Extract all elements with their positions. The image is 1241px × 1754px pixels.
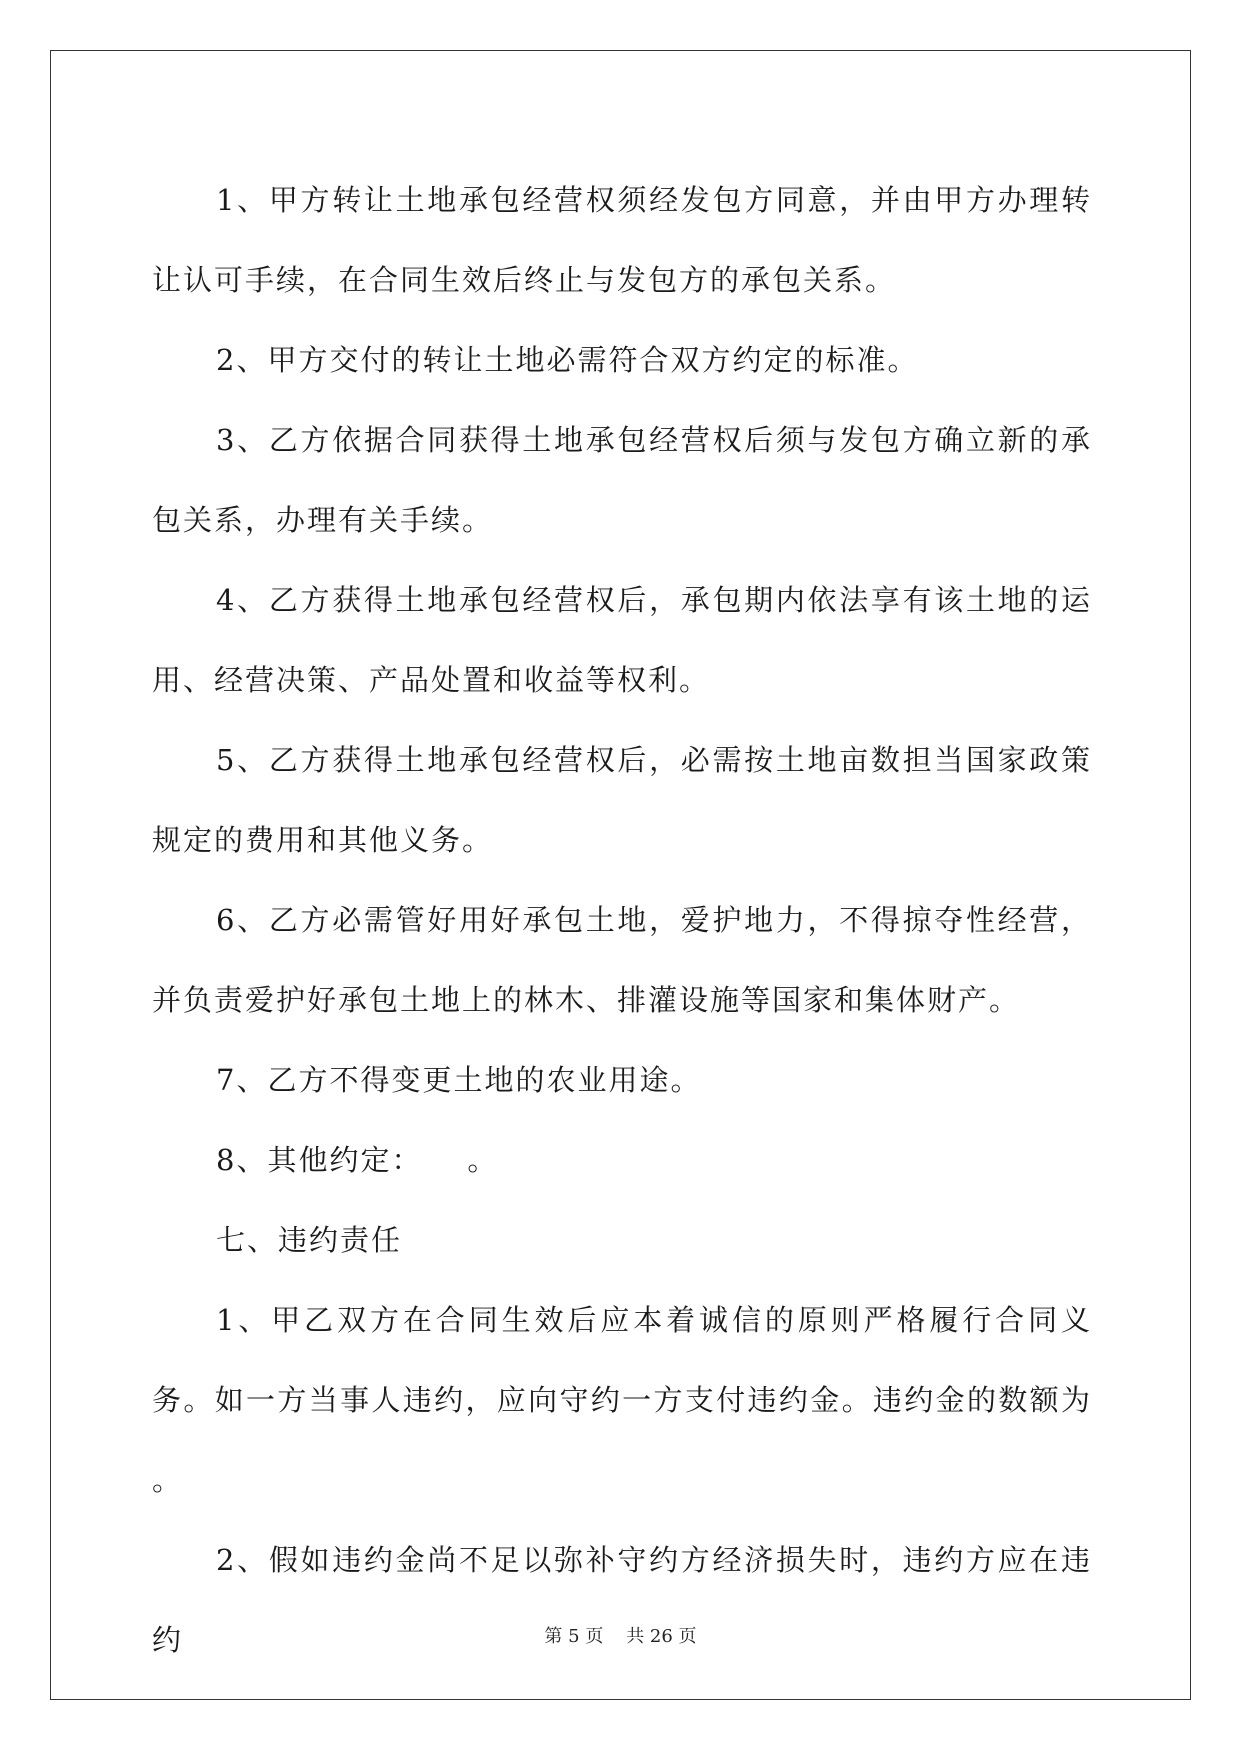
clause-1: 1、甲方转让土地承包经营权须经发包方同意，并由甲方办理转让认可手续，在合同生效后终止与发包方的承包关系。 — [152, 183, 1092, 297]
breach-clause-1: 1、甲乙双方在合同生效后应本着诚信的原则严格履行合同义务。如一方当事人违约，应向守约一方支付违约金。违约金的数额为 。 — [152, 1303, 1115, 1497]
clause-7: 7、乙方不得变更土地的农业用途。 — [216, 1063, 702, 1097]
clause-8: 8、其他约定： 。 — [216, 1143, 499, 1177]
page-number-label: 第 5 页 共 26 页 — [544, 1626, 697, 1647]
clause-2: 2、甲方交付的转让土地必需符合双方约定的标准。 — [216, 343, 919, 377]
clause-4: 4、乙方获得土地承包经营权后，承包期内依法享有该土地的运用、经营决策、产品处置和收益等权利。 — [152, 583, 1092, 697]
section-heading-breach: 七、违约责任 — [216, 1223, 403, 1257]
page-number-footer — [0, 1622, 1241, 1648]
document-body — [152, 160, 1115, 1680]
breach-clause-2: 2、假如违约金尚不足以弥补守约方经济损失时，违约方应在违约 — [152, 1543, 1092, 1657]
clause-5: 5、乙方获得土地承包经营权后，必需按土地亩数担当国家政策规定的费用和其他义务。 — [152, 743, 1092, 857]
clause-6: 6、乙方必需管好用好承包土地，爱护地力，不得掠夺性经营，并负责爱护好承包土地上的林木、排灌设施等国家和集体财产。 — [152, 903, 1092, 1017]
clause-3: 3、乙方依据合同获得土地承包经营权后须与发包方确立新的承包关系，办理有关手续。 — [152, 423, 1092, 537]
